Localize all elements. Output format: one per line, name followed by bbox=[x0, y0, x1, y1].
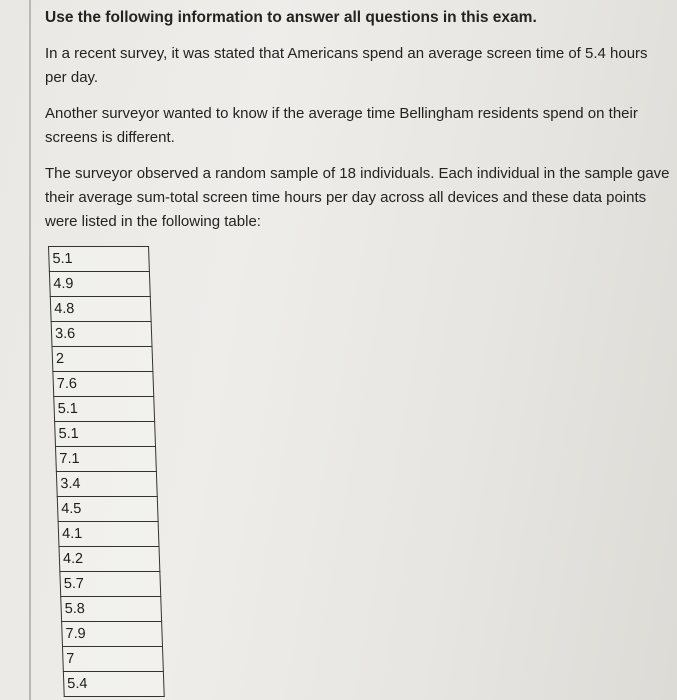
table-cell: 5.8 bbox=[61, 597, 162, 622]
table-cell: 5.4 bbox=[63, 672, 164, 697]
table-row bbox=[49, 247, 150, 272]
table-row bbox=[49, 272, 150, 297]
table-row bbox=[62, 647, 163, 672]
table-row bbox=[54, 397, 155, 422]
table-cell: 2 bbox=[52, 347, 153, 372]
table-cell: 4.2 bbox=[59, 547, 160, 572]
screen-time-table bbox=[48, 246, 165, 697]
table-row bbox=[56, 472, 157, 497]
table-row bbox=[52, 347, 153, 372]
table-row bbox=[53, 372, 154, 397]
table-row bbox=[63, 672, 164, 697]
table-row bbox=[51, 322, 152, 347]
surveyor-question: Another surveyor wanted to know if the average time Bellingham residents spend on their screens is different. bbox=[45, 105, 638, 146]
table-cell: 5.7 bbox=[60, 572, 161, 597]
table-cell: 4.8 bbox=[50, 297, 151, 322]
table-cell: 5.1 bbox=[49, 247, 150, 272]
table-cell: 7.6 bbox=[53, 372, 154, 397]
table-row bbox=[56, 447, 157, 472]
margin-divider bbox=[29, 0, 31, 700]
table-row bbox=[57, 497, 158, 522]
table-row bbox=[60, 572, 161, 597]
table-cell: 4.5 bbox=[57, 497, 158, 522]
table-row bbox=[61, 597, 162, 622]
table-cell: 4.9 bbox=[49, 272, 150, 297]
table-cell: 7.9 bbox=[62, 622, 163, 647]
table-row bbox=[55, 422, 156, 447]
exam-instructions bbox=[45, 6, 670, 246]
table-cell: 7 bbox=[62, 647, 163, 672]
table-cell: 5.1 bbox=[55, 422, 156, 447]
survey-statement: In a recent survey, it was stated that Americans spend an average screen time of 5.4 hours per day. bbox=[45, 45, 648, 86]
table-row bbox=[62, 622, 163, 647]
table-cell: 3.4 bbox=[56, 472, 157, 497]
table-cell: 4.1 bbox=[58, 522, 159, 547]
table-cell: 3.6 bbox=[51, 322, 152, 347]
sample-description: The surveyor observed a random sample of 18 individuals. Each individual in the sample gave their average sum-total screen time hours per day across all devices and these data points were listed in the following table: bbox=[45, 165, 670, 230]
table-row bbox=[50, 297, 151, 322]
table-row bbox=[59, 547, 160, 572]
table-cell: 5.1 bbox=[54, 397, 155, 422]
instructions-heading: Use the following information to answer all questions in this exam. bbox=[45, 9, 537, 26]
table-row bbox=[58, 522, 159, 547]
table-cell: 7.1 bbox=[56, 447, 157, 472]
